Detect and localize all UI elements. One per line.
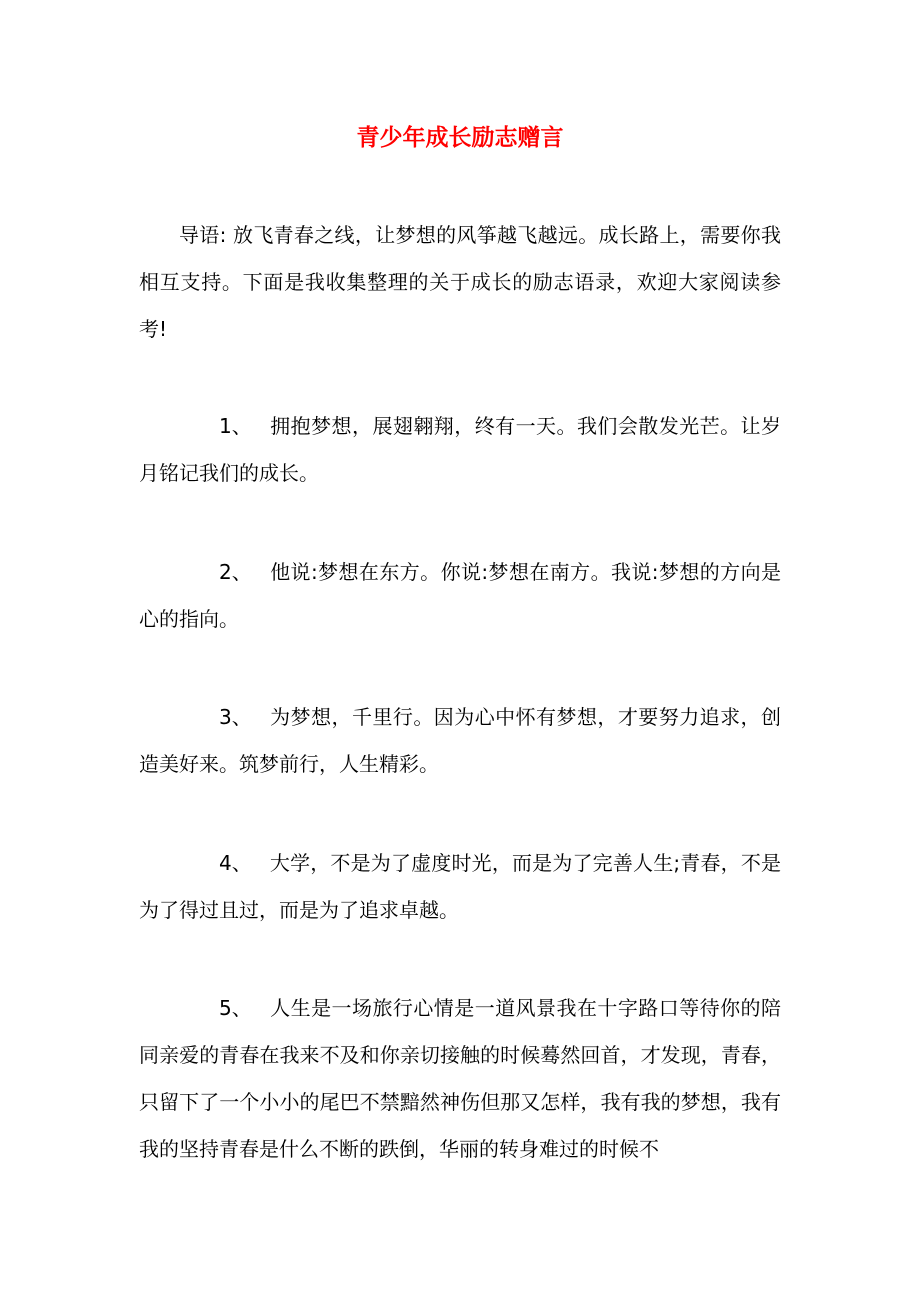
quote-text: 大学，不是为了虚度时光，而是为了完善人生;青春，不是为了得过且过，而是为了追求卓越。 bbox=[139, 851, 781, 922]
quote-item-4 bbox=[139, 840, 781, 934]
quote-number: 4、 bbox=[219, 851, 252, 875]
quote-text: 拥抱梦想，展翅翱翔，终有一天。我们会散发光芒。让岁月铭记我们的成长。 bbox=[139, 414, 781, 485]
quote-item-5 bbox=[139, 985, 781, 1173]
quote-number: 5、 bbox=[219, 996, 252, 1020]
quote-item-3 bbox=[139, 694, 781, 788]
quote-number: 1、 bbox=[219, 414, 252, 438]
quote-number: 3、 bbox=[219, 705, 252, 729]
quote-text: 人生是一场旅行心情是一道风景我在十字路口等待你的陪同亲爱的青春在我来不及和你亲切接触的时候蓦然回首，才发现，青春，只留下了一个小小的尾巴不禁黯然神伤但那又怎样，我有我的梦想，我有我的坚持青春是什么不断的跌倒，华丽的转身难过的时候不 bbox=[139, 996, 781, 1161]
intro-paragraph: 导语: 放飞青春之线，让梦想的风筝越飞越远。成长路上，需要你我相互支持。下面是我收集整理的关于成长的励志语录，欢迎大家阅读参考! bbox=[139, 223, 781, 341]
quote-number: 2、 bbox=[219, 560, 252, 584]
quote-text: 为梦想，千里行。因为心中怀有梦想，才要努力追求，创造美好来。筑梦前行，人生精彩。 bbox=[139, 705, 781, 776]
quote-text: 他说:梦想在东方。你说:梦想在南方。我说:梦想的方向是心的指向。 bbox=[139, 560, 781, 631]
quote-item-2 bbox=[139, 549, 781, 643]
page-title: 青少年成长励志赠言 bbox=[356, 125, 564, 151]
quote-item-1 bbox=[139, 403, 781, 497]
